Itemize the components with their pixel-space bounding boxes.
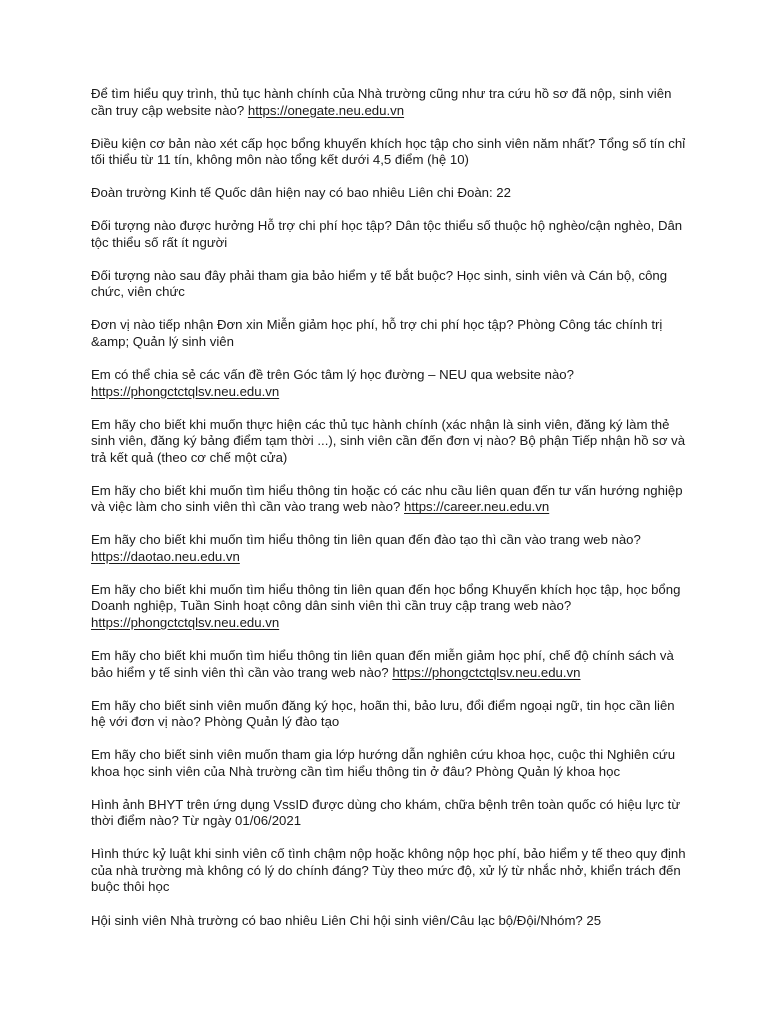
onegate-link[interactable]: https://onegate.neu.edu.vn <box>247 102 405 118</box>
phongctctqlsv-link[interactable]: https://phongctctqlsv.neu.edu.vn <box>91 614 280 630</box>
qa-paragraph-6: Đơn vị nào tiếp nhận Đơn xin Miễn giảm học phí, hỗ trợ chi phí học tập? Phòng Công tác chính trị &amp; Quản lý sinh viên <box>91 317 663 349</box>
qa-paragraph-5: Đối tượng nào sau đây phải tham gia bảo hiểm y tế bắt buộc? Học sinh, sinh viên và Cán bộ, công chức, viên chức <box>91 267 668 300</box>
career-link[interactable]: https://career.neu.edu.vn <box>404 499 550 515</box>
qa-paragraph-13: Em hãy cho biết sinh viên muốn đăng ký học, hoãn thi, bảo lưu, đổi điểm ngoại ngữ, tin học cần liên hệ với đơn vị nào? Phòng Quản lý đào tạo <box>91 697 675 730</box>
qa-paragraph-7: Em có thể chia sẻ các vấn đề trên Góc tâm lý học đường – NEU qua website nào? https://phongctctqlsv.neu.edu.vn <box>91 367 574 399</box>
qa-paragraph-14: Em hãy cho biết sinh viên muốn tham gia lớp hướng dẫn nghiên cứu khoa học, cuộc thi Nghiên cứu khoa học sinh viên của Nhà trường cần tìm hiểu thông tin ở đâu? Phòng Quản lý khoa học <box>91 747 676 779</box>
qa-paragraph-12: Em hãy cho biết khi muốn tìm hiểu thông tin liên quan đến miễn giảm học phí, chế độ chính sách và bảo hiểm y tế sinh viên thì cần vào trang web nào? https://phongctctqlsv.neu.edu.vn <box>91 648 674 680</box>
daotao-link[interactable]: https://daotao.neu.edu.vn <box>91 548 240 564</box>
qa-paragraph-17: Hội sinh viên Nhà trường có bao nhiêu Liên Chi hội sinh viên/Câu lạc bộ/Đội/Nhóm? 25 <box>91 912 602 928</box>
qa-paragraph-10: Em hãy cho biết khi muốn tìm hiểu thông tin liên quan đến đào tạo thì cần vào trang web nào? https://daotao.neu.edu.vn <box>91 532 641 564</box>
qa-paragraph-8: Em hãy cho biết khi muốn thực hiện các thủ tục hành chính (xác nhận là sinh viên, đăng ký làm thẻ sinh viên, đăng ký bảng điểm tạm thời ...), sinh viên cần đến đơn vị nào? Bộ phận Tiếp nhận hồ sơ và trả kết quả (theo cơ chế một cửa) <box>91 416 686 465</box>
phongctctqlsv-link[interactable]: https://phongctctqlsv.neu.edu.vn <box>392 664 581 680</box>
qa-paragraph-9: Em hãy cho biết khi muốn tìm hiểu thông tin hoặc có các nhu cầu liên quan đến tư vấn hướng nghiệp và việc làm cho sinh viên thì cần vào trang web nào? https://career.neu.edu.vn <box>91 482 683 515</box>
qa-paragraph-16: Hình thức kỷ luật khi sinh viên cố tình chậm nộp hoặc không nộp học phí, bảo hiểm y tế theo quy định của nhà trường mà không có lý do chính đáng? Tùy theo mức độ, xử lý từ nhắc nhở, khiển trách đến buộc thôi học <box>91 846 686 895</box>
phongctctqlsv-link[interactable]: https://phongctctqlsv.neu.edu.vn <box>91 383 280 399</box>
qa-paragraph-15: Hình ảnh BHYT trên ứng dụng VssID được dùng cho khám, chữa bệnh trên toàn quốc có hiệu lực từ thời điểm nào? Từ ngày 01/06/2021 <box>91 796 681 829</box>
qa-paragraph-11: Em hãy cho biết khi muốn tìm hiểu thông tin liên quan đến học bổng Khuyến khích học tập, học bổng Doanh nghiệp, Tuần Sinh hoạt công dân sinh viên thì cần truy cập trang web nào? https://phongctctqlsv.neu.edu.vn <box>91 581 681 630</box>
qa-paragraph-4: Đối tượng nào được hưởng Hỗ trợ chi phí học tập? Dân tộc thiểu số thuộc hộ nghèo/cận nghèo, Dân tộc thiểu số rất ít người <box>91 218 683 250</box>
qa-paragraph-2: Điều kiện cơ bản nào xét cấp học bổng khuyến khích học tập cho sinh viên năm nhất? Tổng số tín chỉ tối thiểu từ 11 tín, không môn nào tổng kết dưới 4,5 điểm (hệ 10) <box>91 135 686 168</box>
qa-paragraph-3: Đoàn trường Kinh tế Quốc dân hiện nay có bao nhiêu Liên chi Đoàn: 22 <box>91 185 511 201</box>
qa-paragraph-1: Để tìm hiểu quy trình, thủ tục hành chính của Nhà trường cũng như tra cứu hồ sơ đã nộp, sinh viên cần truy cập website nào? https://onegate.neu.edu.vn <box>91 86 672 118</box>
document-page <box>91 86 691 946</box>
